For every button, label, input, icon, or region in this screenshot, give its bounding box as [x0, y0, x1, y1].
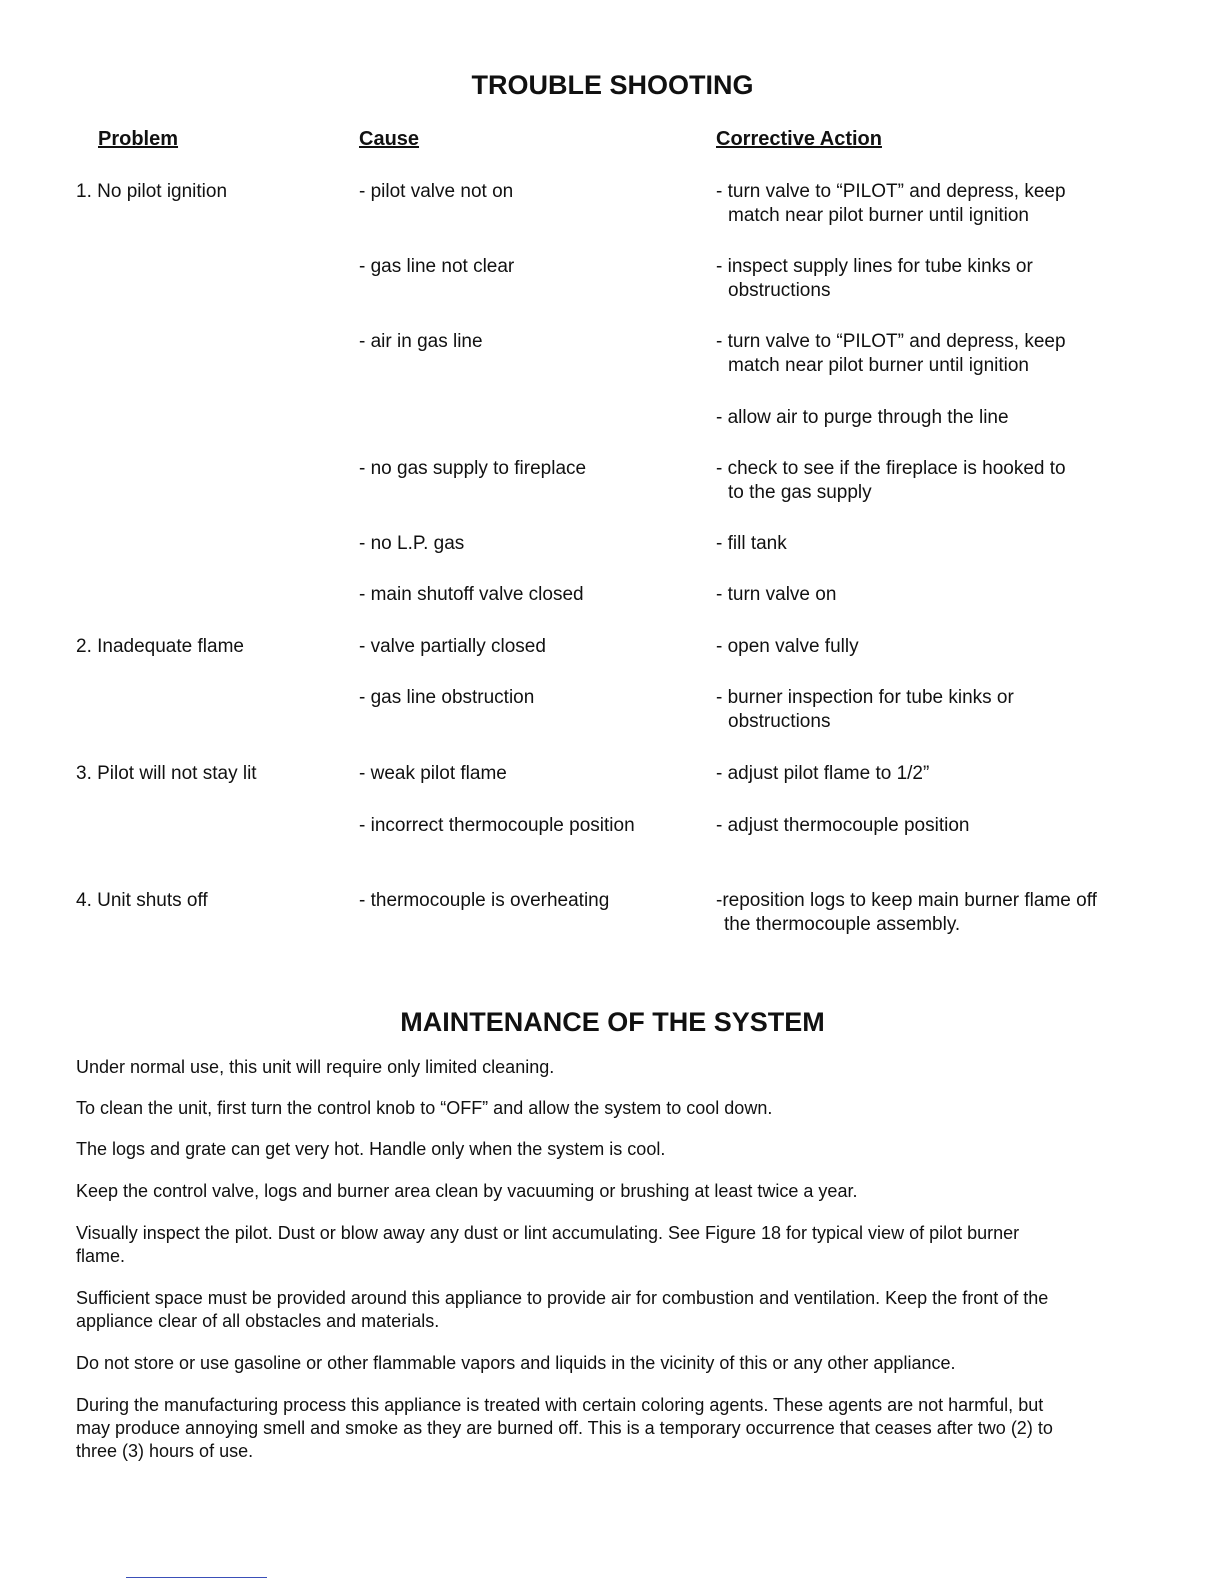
cause-item: - incorrect thermocouple position: [359, 815, 635, 836]
cause-item: - gas line obstruction: [359, 687, 535, 708]
action-line: - turn valve to “PILOT” and depress, keep: [716, 181, 1066, 202]
maintenance-paragraph: Sufficient space must be provided around this appliance to provide air for combustion and ventilation. Keep the front of the appliance clear of all obstacles and materials.: [76, 1288, 1049, 1331]
maintenance-paragraph: The logs and grate can get very hot. Handle only when the system is cool.: [76, 1139, 666, 1159]
cause-item: - valve partially closed: [359, 636, 546, 657]
cause-item: - weak pilot flame: [359, 763, 507, 784]
footnote-divider: [126, 1577, 267, 1578]
maintenance-paragraph: Visually inspect the pilot. Dust or blow away any dust or lint accumulating. See Figure 18 for typical view of pilot burner flame.: [76, 1223, 1020, 1266]
action-line: - allow air to purge through the line: [716, 407, 1009, 428]
cause-item: - gas line not clear: [359, 256, 515, 277]
problem-header: Problem: [98, 128, 179, 150]
problem-item: 4. Unit shuts off: [76, 890, 208, 911]
cause-item: - main shutoff valve closed: [359, 584, 584, 605]
action-item: [716, 889, 1097, 937]
action-item: [716, 406, 1009, 430]
action-item: [716, 635, 859, 659]
problem-item: 3. Pilot will not stay lit: [76, 763, 257, 784]
action-line: - turn valve to “PILOT” and depress, keep: [716, 331, 1066, 352]
maintenance-paragraph: During the manufacturing process this appliance is treated with certain coloring agents. These agents are not harmful, but may produce annoying smell and smoke as they are burned off. This is a temporary occurrence that ceases after two (2) to three (3) hours of use.: [76, 1395, 1053, 1461]
cause-item: - no gas supply to fireplace: [359, 458, 587, 479]
action-line: to the gas supply: [728, 482, 872, 503]
action-item: [716, 532, 787, 556]
maintenance-title: MAINTENANCE OF THE SYSTEM: [400, 1007, 825, 1037]
maintenance-paragraph: Keep the control valve, logs and burner area clean by vacuuming or brushing at least twice a year.: [76, 1181, 858, 1201]
action-item: [716, 180, 1066, 228]
corrective-action-header: Corrective Action: [716, 128, 882, 150]
problem-item: 1. No pilot ignition: [76, 181, 228, 202]
maintenance-paragraph: To clean the unit, first turn the control knob to “OFF” and allow the system to cool down.: [76, 1098, 773, 1118]
cause-header: Cause: [359, 128, 420, 150]
action-line: - open valve fully: [716, 636, 859, 657]
action-line: - fill tank: [716, 533, 787, 554]
action-item: [716, 330, 1066, 378]
action-item: [716, 762, 929, 786]
action-item: [716, 255, 1033, 303]
troubleshooting-title: TROUBLE SHOOTING: [471, 70, 754, 100]
action-line: obstructions: [728, 280, 831, 301]
action-line: - check to see if the fireplace is hooked to: [716, 458, 1066, 479]
action-line: obstructions: [728, 711, 831, 732]
action-line: match near pilot burner until ignition: [728, 205, 1030, 226]
action-item: [716, 457, 1066, 505]
action-line: -reposition logs to keep main burner flame off: [716, 890, 1097, 911]
cause-item: - no L.P. gas: [359, 533, 465, 554]
action-line: - adjust pilot flame to 1/2”: [716, 763, 930, 784]
cause-item: - pilot valve not on: [359, 181, 514, 202]
action-line: match near pilot burner until ignition: [728, 355, 1030, 376]
maintenance-paragraph: Under normal use, this unit will require only limited cleaning.: [76, 1057, 555, 1077]
cause-item: - thermocouple is overheating: [359, 890, 610, 911]
action-line: - burner inspection for tube kinks or: [716, 687, 1014, 708]
action-line: - adjust thermocouple position: [716, 815, 970, 836]
problem-item: 2. Inadequate flame: [76, 636, 244, 657]
action-item: [716, 814, 969, 838]
action-item: [716, 583, 836, 607]
maintenance-paragraph: Do not store or use gasoline or other flammable vapors and liquids in the vicinity of this or any other appliance.: [76, 1353, 956, 1373]
cause-item: - air in gas line: [359, 331, 483, 352]
action-line: - turn valve on: [716, 584, 837, 605]
action-item: [716, 686, 1014, 734]
action-line: - inspect supply lines for tube kinks or: [716, 256, 1033, 277]
action-line: the thermocouple assembly.: [724, 914, 961, 935]
